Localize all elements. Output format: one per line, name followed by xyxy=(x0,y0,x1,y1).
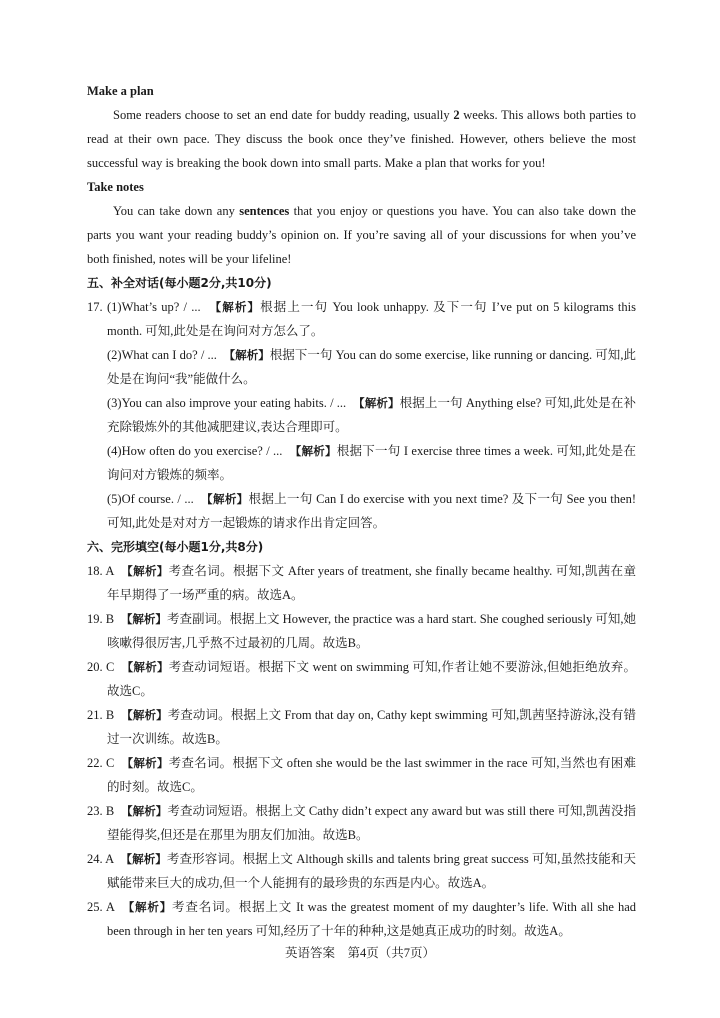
answer-17-1-pre: (1)What’s up? / ... xyxy=(107,300,216,314)
question-17 xyxy=(87,295,636,535)
answer-17-4 xyxy=(107,439,636,487)
take-notes-bold: sentences xyxy=(239,204,290,218)
answer-17-5-text: 根据上一句 Can I do exercise with you next time? 及下一句 See you then! 可知,此处是对对方一起锻炼的请求作出肯定回答。 xyxy=(107,492,636,530)
answer-17-3 xyxy=(107,391,636,439)
section-five-title: 五、补全对话(每小题2分,共10分) xyxy=(87,276,272,290)
question-23 xyxy=(87,799,636,847)
question-19-number: 19. B xyxy=(87,612,115,626)
answer-17-4-text: 根据下一句 I exercise three times a week. 可知,此处是在询问对方锻炼的频率。 xyxy=(107,444,637,482)
question-20-body xyxy=(87,655,636,703)
answer-17-2 xyxy=(107,343,636,391)
answer-17-3-text: 根据上一句 Anything else? 可知,此处是在补充除锻炼外的其他减肥建议,表达合理即可。 xyxy=(107,396,636,434)
take-notes-heading: Take notes xyxy=(87,180,144,194)
make-plan-text-c: weeks. This allows both parties to read at their own pace. They discuss the book once they’ve finished. However, others believe the most successful way is breaking the book down into small parts. Make a plan that works for you! xyxy=(87,108,636,170)
question-19-body xyxy=(87,607,637,655)
analysis-tag: 【解析】 xyxy=(128,900,173,914)
question-23-text: 考查动词短语。根据上文 Cathy didn’t expect any award but was still there 可知,凯茜没指望能得奖,但还是在那里为朋友们加油。故选B。 xyxy=(107,804,637,842)
question-21-text: 考查动词。根据上文 From that day on, Cathy kept swimming 可知,凯茜坚持游泳,没有错过一次训练。故选B。 xyxy=(107,708,637,746)
take-notes-text-c: that you enjoy or questions you have. You can also take down the parts you want your reading buddy’s opinion on. If you’re saving all of your discussions for when you’ve both finished, notes will be your lifeline! xyxy=(87,204,636,266)
make-plan-bold: 2 xyxy=(453,108,460,122)
question-22-text: 考查名词。根据下文 often she would be the last swimmer in the race 可知,当然也有困难的时刻。故选C。 xyxy=(107,756,636,794)
analysis-tag: 【解析】 xyxy=(206,492,249,506)
section-six-title: 六、完形填空(每小题1分,共8分) xyxy=(87,540,264,554)
make-plan-text-a: Some readers choose to set an end date for buddy reading, usually xyxy=(113,108,454,122)
analysis-tag: 【解析】 xyxy=(126,804,168,818)
question-23-number: 23. B xyxy=(87,804,115,818)
question-22-number: 22. C xyxy=(87,756,115,770)
answer-17-1 xyxy=(107,295,636,343)
answer-17-2-pre: (2)What can I do? / ... xyxy=(107,348,230,362)
question-18-number: 18. A xyxy=(87,564,114,578)
analysis-tag: 【解析】 xyxy=(126,708,168,722)
question-24-body xyxy=(87,847,636,895)
question-25-text: 考查名词。根据上文 It was the greatest moment of my daughter’s life. With all she had been through in her ten years 可知,经历了十年的种种,这是她真正成功的时刻。故选A。 xyxy=(107,900,636,938)
question-24-number: 24. A xyxy=(87,852,114,866)
question-21 xyxy=(87,703,636,751)
make-plan-section xyxy=(87,79,636,175)
take-notes-section xyxy=(87,175,636,271)
analysis-tag: 【解析】 xyxy=(127,756,169,770)
question-18 xyxy=(87,559,636,607)
analysis-tag: 【解析】 xyxy=(126,612,167,626)
make-plan-paragraph xyxy=(87,103,636,175)
question-19 xyxy=(87,607,636,655)
question-20-number: 20. C xyxy=(87,660,115,674)
question-24 xyxy=(87,847,636,895)
page-footer: 英语答案 第4页（共7页） xyxy=(284,946,435,960)
question-18-body xyxy=(87,559,637,607)
section-six xyxy=(87,535,636,943)
question-24-text: 考查形容词。根据上文 Although skills and talents bring great success 可知,虽然技能和天赋能带来巨大的成功,但一个人能拥有的最珍贵的东西是内心。故选A。 xyxy=(107,852,636,890)
make-plan-heading: Make a plan xyxy=(87,84,154,98)
question-21-body xyxy=(87,703,637,751)
analysis-tag: 【解析】 xyxy=(215,300,261,314)
answer-17-1-text: 根据上一句 You look unhappy. 及下一句 I’ve put on 5 kilograms this month. 可知,此处是在询问对方怎么了。 xyxy=(107,300,636,338)
question-22 xyxy=(87,751,636,799)
question-17-number: 17. xyxy=(87,300,103,314)
analysis-tag: 【解析】 xyxy=(127,660,169,674)
answer-17-2-text: 根据下一句 You can do some exercise, like running or dancing. 可知,此处是在询问“我”能做什么。 xyxy=(107,348,636,386)
take-notes-paragraph xyxy=(87,199,636,271)
question-22-body xyxy=(87,751,636,799)
question-25-body xyxy=(87,895,636,943)
question-25 xyxy=(87,895,636,943)
analysis-tag: 【解析】 xyxy=(126,564,169,578)
answer-17-3-pre: (3)You can also improve your eating habits. / ... xyxy=(107,396,359,410)
analysis-tag: 【解析】 xyxy=(229,348,270,362)
question-20 xyxy=(87,655,636,703)
answer-17-4-pre: (4)How often do you exercise? / ... xyxy=(107,444,296,458)
analysis-tag: 【解析】 xyxy=(358,396,400,410)
question-23-body xyxy=(87,799,637,847)
question-18-text: 考查名词。根据下文 After years of treatment, she finally became healthy. 可知,凯茜在童年早期得了一场严重的病。故选A。 xyxy=(107,564,637,602)
question-25-number: 25. A xyxy=(87,900,115,914)
answer-17-5-pre: (5)Of course. / ... xyxy=(107,492,207,506)
section-five xyxy=(87,271,636,535)
take-notes-text-a: You can take down any xyxy=(113,204,240,218)
question-20-text: 考查动词短语。根据下文 went on swimming 可知,作者让她不要游泳,但她拒绝放弃。故选C。 xyxy=(107,660,636,698)
question-19-text: 考查副词。根据上文 However, the practice was a hard start. She coughed seriously 可知,她咳嗽得很厉害,几乎熬不过最初的几周。故选B。 xyxy=(107,612,637,650)
question-21-number: 21. B xyxy=(87,708,115,722)
analysis-tag: 【解析】 xyxy=(126,852,167,866)
answer-17-5 xyxy=(107,487,636,535)
analysis-tag: 【解析】 xyxy=(295,444,337,458)
